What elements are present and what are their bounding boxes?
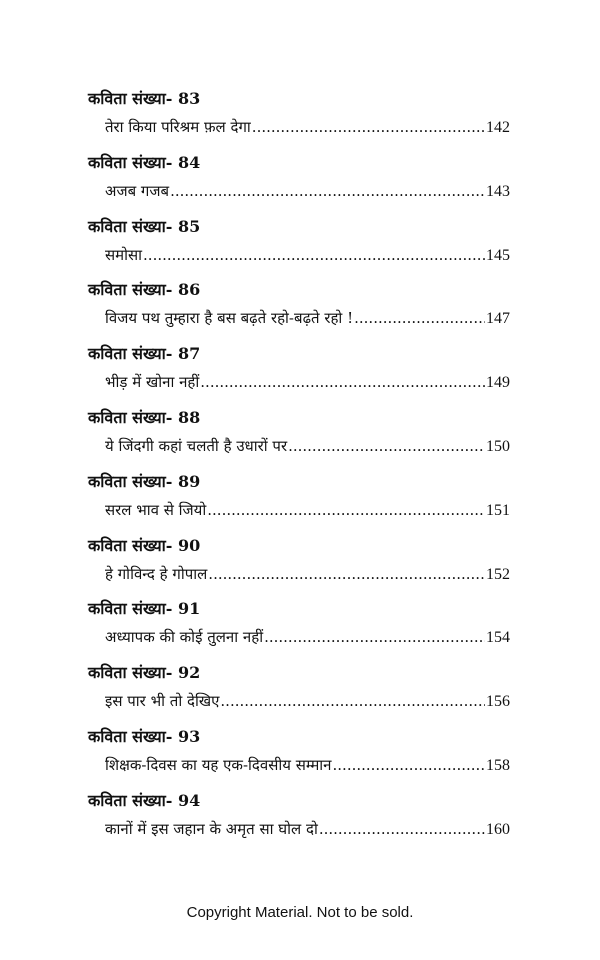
poem-title: सरल भाव से जियो	[105, 500, 207, 519]
toc-line	[105, 818, 510, 840]
dot-leader	[170, 180, 485, 202]
poem-title: कानों में इस जहान के अमृत सा घोल दो	[105, 819, 318, 838]
toc-entry-91	[88, 598, 510, 662]
poem-title: तेरा किया परिश्रम फ़ल देगा	[105, 118, 251, 136]
dot-leader	[208, 563, 485, 585]
toc-line	[105, 690, 510, 712]
page-number: 149	[486, 374, 510, 392]
dot-leader	[319, 818, 485, 840]
toc-line	[105, 563, 510, 585]
table-of-contents	[88, 88, 510, 854]
dot-leader	[207, 499, 485, 521]
dot-leader	[200, 371, 485, 393]
toc-entry-87	[88, 343, 510, 407]
poem-title: अजब गजब	[105, 181, 170, 200]
dot-leader	[354, 307, 485, 329]
poem-title: अध्यापक की कोई तुलना नहीं	[105, 628, 264, 647]
page-number: 142	[486, 119, 510, 136]
toc-line	[105, 499, 510, 521]
poem-number-heading: कविता संख्या- 94	[88, 790, 201, 810]
page-number: 156	[486, 693, 510, 711]
poem-number-heading: कविता संख्या- 85	[88, 216, 201, 236]
poem-number-heading: कविता संख्या- 88	[88, 407, 201, 427]
dot-leader	[143, 244, 485, 266]
poem-title: हे गोविन्द हे गोपाल	[105, 564, 208, 583]
dot-leader	[252, 116, 485, 138]
toc-line	[105, 244, 510, 266]
poem-number-heading: कविता संख्या- 89	[88, 471, 201, 491]
toc-entry-94	[88, 790, 510, 854]
dot-leader	[220, 690, 485, 712]
copyright-footer: Copyright Material. Not to be sold.	[186, 904, 414, 921]
toc-line	[105, 754, 510, 776]
toc-entry-89	[88, 471, 510, 535]
poem-title: भीड़ में खोना नहीं	[105, 373, 200, 392]
dot-leader	[333, 754, 485, 776]
page-number: 145	[486, 246, 510, 264]
page-number: 147	[486, 310, 510, 328]
toc-line	[105, 371, 510, 393]
toc-line	[105, 626, 510, 648]
poem-number-heading: कविता संख्या- 90	[88, 535, 201, 555]
page-number: 158	[486, 756, 510, 774]
page-number: 151	[486, 501, 510, 519]
poem-title: विजय पथ तुम्हारा है बस बढ़ते रहो-बढ़ते रहो !	[105, 309, 354, 328]
poem-number-heading: कविता संख्या- 92	[88, 663, 201, 683]
poem-number-heading: कविता संख्या- 91	[88, 599, 201, 619]
toc-entry-84	[88, 152, 510, 216]
toc-line	[105, 116, 510, 138]
poem-number-heading: कविता संख्या- 87	[88, 344, 201, 364]
poem-title: समोसा	[105, 245, 143, 264]
poem-title: इस पार भी तो देखिए	[105, 692, 220, 711]
page-number: 152	[486, 565, 510, 583]
page-number: 143	[486, 182, 510, 200]
poem-number-heading: कविता संख्या- 93	[88, 726, 201, 746]
toc-entry-83	[88, 88, 510, 152]
toc-line	[105, 180, 510, 202]
poem-number-heading: कविता संख्या- 83	[88, 89, 201, 108]
poem-title: ये जिंदगी कहां चलती है उधारों पर	[105, 436, 288, 455]
dot-leader	[288, 435, 485, 457]
dot-leader	[264, 626, 485, 648]
poem-number-heading: कविता संख्या- 86	[88, 280, 201, 300]
toc-entry-90	[88, 535, 510, 599]
page-number: 154	[486, 629, 510, 647]
toc-line	[105, 307, 510, 329]
toc-line	[105, 435, 510, 457]
page-number: 150	[486, 437, 510, 455]
toc-entry-85	[88, 216, 510, 280]
toc-entry-86	[88, 279, 510, 343]
toc-entry-88	[88, 407, 510, 471]
toc-entry-93	[88, 726, 510, 790]
poem-title: शिक्षक-दिवस का यह एक-दिवसीय सम्मान	[105, 755, 332, 774]
page-number: 160	[486, 820, 510, 838]
toc-entry-92	[88, 662, 510, 726]
poem-number-heading: कविता संख्या- 84	[88, 152, 201, 172]
